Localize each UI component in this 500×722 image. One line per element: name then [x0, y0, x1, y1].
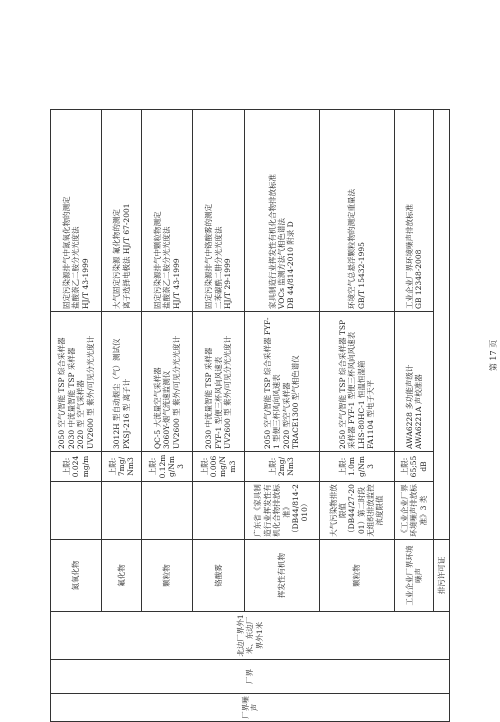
method-cell: 环境空气总悬浮颗粒物的测定重量法 GB/T 15432-1995 [319, 110, 394, 312]
noise-category-cell: 厂界噪声 [51, 694, 450, 722]
instrument-cell: 2030 中流量智能 TSP 采样器 FYF-1 型便三杯风向风速表 UV2600 型 紫外/可见分光光度计 [193, 312, 244, 452]
limit-cell: 上限: 1.0mg/Nm3 [319, 452, 394, 482]
table-row [51, 110, 102, 722]
method-cell: 工业企业厂界环境噪声排放标准 GB 12348-2008 [394, 110, 433, 312]
method-cell: 固定污染源排气中颗粒物测定 盐酸萘乙二胺分光光度法 HJ/T 43-1999 [141, 110, 192, 312]
standard-cell [141, 482, 192, 540]
method-cell: 固定污染源排气中氮氧化物的测定 盐酸萘乙二胺分光光度法 HJ/T 43-1999 [51, 110, 102, 312]
instrument-cell: 3012H 型自动烟尘（气）测试仪 PXSJ-216 型 离子计 [102, 312, 141, 452]
item-cell: 氮氧化物 [51, 540, 102, 612]
limit-cell: 上限: 7mg/Nm3 [102, 452, 141, 482]
instrument-cell: 2050 空气/智能 TSP 综合采样器 FYF-1 型便三杯风向风速表 2020 型空气采样器 TRACE1300 型气相色谱仪 [244, 312, 319, 452]
monitoring-table [50, 109, 450, 722]
item-cell: 工业企业厂界环境噪声 [394, 540, 433, 612]
item-cell: 氟化物 [102, 540, 141, 612]
instrument-cell: 2050 空气/智能 TSP 综合采样器 TSP 采样器 FYF-1 型便三杯风向风速表 LHS-80HC-1 恒温恒湿箱 FA1104 型电子天平 [319, 312, 394, 452]
item-cell: 颗粒物 [141, 540, 192, 612]
permit-value-cell [434, 110, 450, 540]
standard-cell [51, 482, 102, 540]
limit-cell: 上限: 0.006mg/Nm3 [193, 452, 244, 482]
standard-cell [102, 482, 141, 540]
method-cell: 家具制造行业挥发性有机化合物排放标准 VOCs 监测方法气相色谱法 DB 44/814-2010 附录 D [244, 110, 319, 312]
instrument-cell: AWA6228 多功能声级计 AWA6221A 声校准器 [394, 312, 433, 452]
standard-cell: 大气污染物排放限值 （DB44/27-2001）第二时段无组织排放监控浓度限值 [319, 482, 394, 540]
standard-cell: 广东省《家具制造行业挥发性有机化合物排放标准》 （DB44/814-2010） [244, 482, 319, 540]
rotated-table-container [50, 110, 450, 722]
location-cell: 北边厂界外1米、东边厂界外1米 [51, 612, 450, 660]
limit-cell: 上限: 0.024mg/m [51, 452, 102, 482]
limit-cell: 上限: 2mg/Nm3 [244, 452, 319, 482]
instrument-cell: QC-5 大流量空气采样器 3060Y-烟气流速监测仪 UV2600 型 紫外/可见分光光度计 [141, 312, 192, 452]
site-cell: 厂界 [51, 660, 450, 694]
standard-cell: 《工业企业厂界环境噪声排放标准》3 类 [394, 482, 433, 540]
method-cell: 大气固定污染源 氟化物的测定 离子选择电极法 HJ/T 67-2001 [102, 110, 141, 312]
page-number: 第 17 页 [489, 339, 499, 372]
item-cell: 挥发性有机物 [244, 540, 319, 612]
permit-label-cell: 排污许可证 [434, 540, 450, 612]
standard-cell [193, 482, 244, 540]
instrument-cell: 2050 空气/智能 TSP 综合采样器 2030 中流量智能 TSP 采样器 2020 型 空气采样器 UV2600 型 紫外/可见分光光度计 [51, 312, 102, 452]
item-cell: 铬酸雾 [193, 540, 244, 612]
limit-cell: 上限: 0.12mg/Nm3 [141, 452, 192, 482]
item-cell: 颗粒物 [319, 540, 394, 612]
limit-cell: 上限: 65;55dB [394, 452, 433, 482]
method-cell: 固定污染源排气中铬酸雾的测定 二苯碳酰二肼分光光度法 HJ/T 29-1999 [193, 110, 244, 312]
